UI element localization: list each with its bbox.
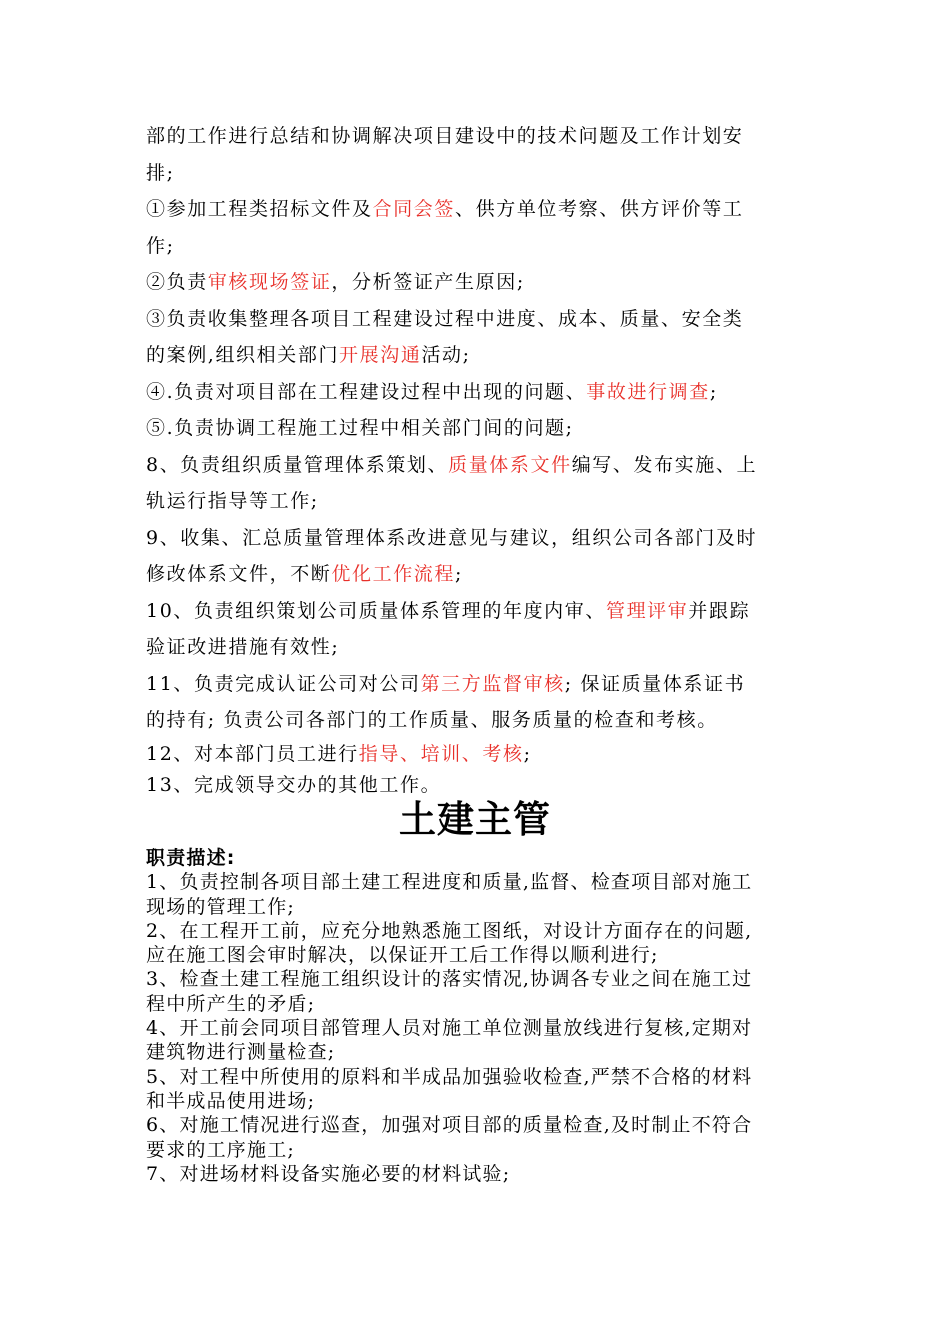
text-line (146, 483, 826, 520)
text-segment: 10、负责组织策划公司质量体系管理的年度内审、 (146, 599, 606, 622)
responsibilities-list (146, 118, 826, 801)
text-segment: 、供方单位考察、供方评价等工 (455, 198, 744, 220)
duty-line: 6、对施工情况进行巡查，加强对项目部的质量检查,及时制止不符合 (146, 1114, 753, 1137)
text-line (146, 739, 826, 770)
duty-line: 4、开工前会同项目部管理人员对施工单位测量放线进行复核,定期对 (146, 1017, 753, 1040)
text-segment: 的持有; 负责公司各部门的工作质量、服务质量的检查和考核。 (146, 709, 718, 731)
highlighted-phrase: 管理评审 (605, 599, 689, 622)
text-segment: 轨运行指导等工作; (146, 490, 319, 512)
highlighted-phrase: 合同会签 (372, 198, 456, 220)
text-segment: 排; (146, 161, 175, 184)
text-segment: ②负责 (146, 271, 208, 293)
text-line (146, 556, 826, 593)
text-line (146, 520, 826, 557)
text-segment: 修改体系文件，不断 (146, 563, 332, 585)
text-segment: ，分析签证产生原因; (331, 271, 525, 293)
text-line (146, 228, 826, 265)
duty-line: 建筑物进行测量检查; (146, 1041, 336, 1064)
duties-heading: 职责描述: (146, 847, 236, 869)
duty-line: 应在施工图会审时解决，以保证开工后工作得以顺利进行; (146, 944, 659, 967)
text-line (146, 702, 826, 739)
highlighted-phrase: 审核现场签证 (207, 271, 332, 293)
text-segment: 12、对本部门员工进行 (146, 742, 359, 765)
duty-line: 7、对进场材料设备实施必要的材料试验; (146, 1162, 511, 1185)
text-line (146, 118, 826, 155)
text-segment: ④.负责对项目部在工程建设过程中出现的问题、 (146, 380, 587, 403)
text-segment: 并跟踪 (688, 599, 751, 622)
text-line (146, 593, 826, 630)
text-segment: 编写、发布实施、上 (571, 453, 758, 476)
highlighted-phrase: 开展沟通 (339, 344, 422, 366)
text-line (146, 264, 826, 301)
highlighted-phrase: 第三方监督审核 (420, 672, 565, 695)
text-segment: 13、完成领导交办的其他工作。 (146, 773, 442, 796)
highlighted-phrase: 质量体系文件 (448, 453, 572, 476)
duty-line: 和半成品使用进场; (146, 1089, 316, 1112)
text-line (146, 629, 826, 666)
text-segment: 9、收集、汇总质量管理体系改进意见与建议，组织公司各部门及时 (146, 526, 758, 549)
text-line (146, 191, 826, 228)
duty-line: 5、对工程中所使用的原料和半成品加强验收检查,严禁不合格的材料 (146, 1065, 753, 1088)
text-segment: 作; (146, 234, 175, 257)
section-title: 土建主管 (399, 798, 551, 841)
text-line (146, 301, 826, 338)
text-line (146, 374, 826, 411)
text-segment: 活动; (421, 344, 471, 366)
text-segment: 部的工作进行总结和协调解决项目建设中的技术问题及工作计划安 (146, 125, 744, 147)
text-line (146, 410, 826, 447)
highlighted-phrase: 指导、培训、考核 (358, 742, 524, 765)
duties-section (146, 846, 826, 1186)
text-segment: ⑤.负责协调工程施工过程中相关部门间的问题; (146, 417, 574, 439)
duty-line: 1、负责控制各项目部土建工程进度和质量,监督、检查项目部对施工 (146, 871, 753, 894)
highlighted-phrase: 事故进行调查 (586, 380, 710, 403)
text-segment: ③负责收集整理各项目工程建设过程中进度、成本、质量、安全类 (146, 307, 744, 330)
text-segment: 的案例,组织相关部门 (146, 344, 340, 366)
text-line (146, 337, 826, 374)
text-line (146, 666, 826, 703)
text-line (146, 155, 826, 192)
duty-line: 2、在工程开工前，应充分地熟悉施工图纸，对设计方面存在的问题, (146, 919, 753, 942)
text-segment: ; (709, 380, 718, 403)
highlighted-phrase: 优化工作流程 (331, 563, 456, 585)
duty-line: 3、检查土建工程施工组织设计的落实情况,协调各专业之间在施工过 (146, 968, 753, 991)
text-segment: 11、负责完成认证公司对公司 (146, 672, 421, 695)
text-segment: ; 保证质量体系证书 (564, 672, 746, 695)
text-segment: 8、负责组织质量管理体系策划、 (146, 453, 449, 476)
duty-line: 现场的管理工作; (146, 895, 296, 918)
duty-line: 程中所产生的矛盾; (146, 992, 316, 1015)
text-line (146, 447, 826, 484)
text-segment: ; (455, 563, 464, 585)
text-segment: 验证改进措施有效性; (146, 636, 340, 658)
text-segment: ①参加工程类招标文件及 (146, 198, 373, 220)
text-segment: ; (523, 742, 532, 765)
duty-line: 要求的工序施工; (146, 1138, 296, 1161)
